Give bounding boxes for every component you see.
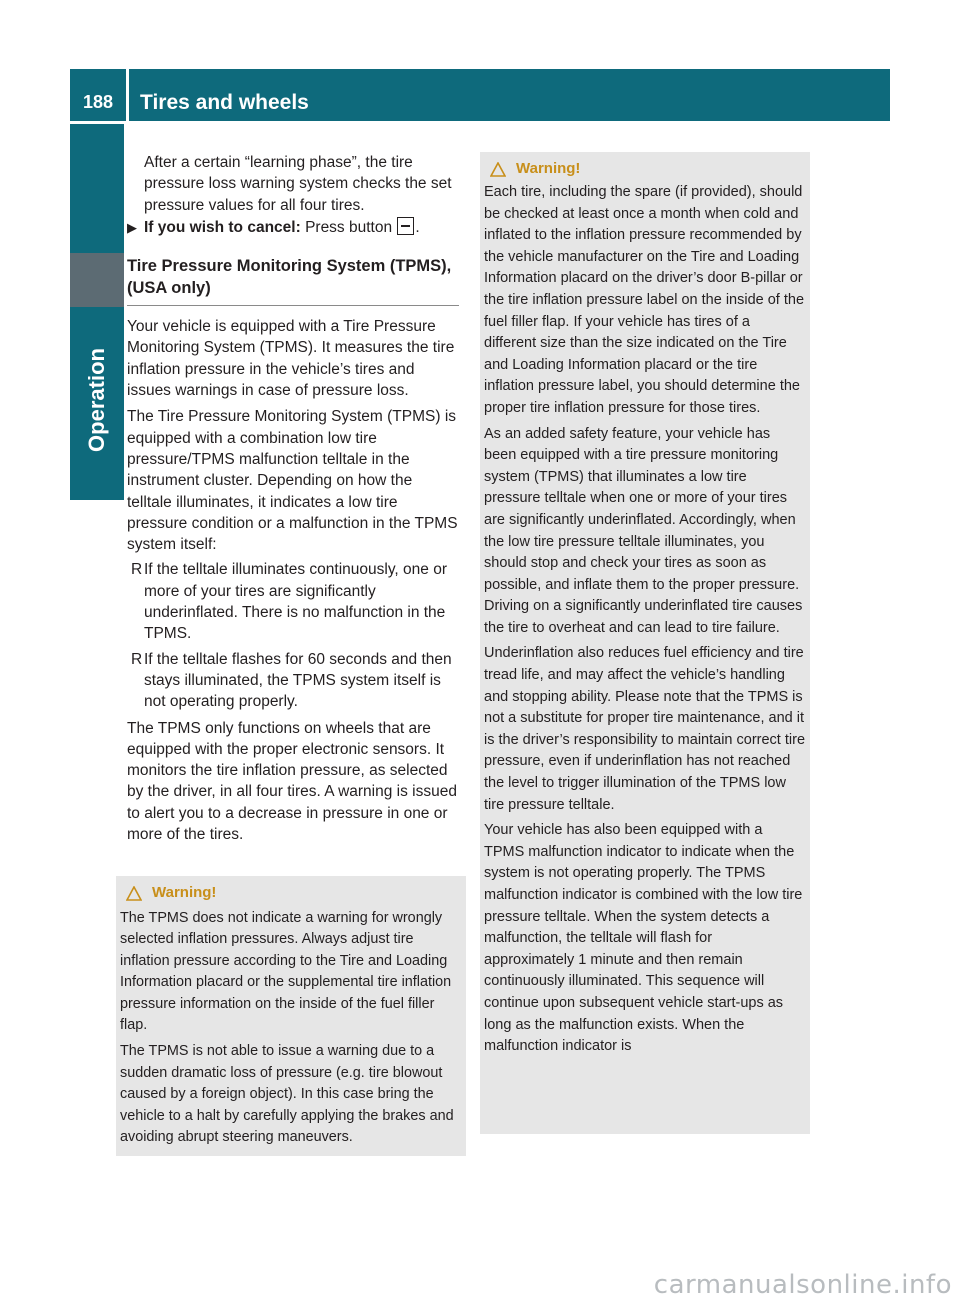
warning-box bbox=[480, 152, 810, 1134]
cancel-label: If you wish to cancel: bbox=[144, 218, 301, 236]
warning-icon bbox=[126, 886, 142, 901]
header-divider bbox=[126, 69, 129, 121]
list-item-text: If the telltale flashes for 60 seconds and then stays illuminated, the TPMS system itself is not operating properly. bbox=[144, 650, 452, 711]
list-item bbox=[127, 649, 459, 713]
warning-text: Each tire, including the spare (if provided), should be checked at least once a month when cold and inflated to the inflation pressure recommended by the vehicle manufacturer on the Tire and Loading Information placard on the driver’s door B-pillar or the tire inflation pressure label on the inside of the fuel filler flap. If your vehicle has tires of a different size than the size indicated on the Tire and Loading Information placard or the tire inflation pressure label, you should determine the proper tire inflation pressure for those tires. bbox=[484, 184, 805, 416]
side-tab-label: Operation bbox=[84, 348, 109, 452]
warning-title: Warning! bbox=[152, 884, 217, 902]
cancel-end: . bbox=[415, 218, 420, 236]
page-number: 188 bbox=[82, 92, 114, 112]
left-column bbox=[127, 152, 459, 845]
arrow-icon: ▶ bbox=[127, 219, 137, 235]
bullet-icon: R bbox=[131, 650, 143, 668]
warning-heading bbox=[126, 882, 462, 904]
warning-text: The TPMS is not able to issue a warning due to a sudden dramatic loss of pressure (e.g. tire blowout caused by a foreign object). In this case bring the vehicle to a halt by carefully applying the brakes and avoiding abrupt steering maneuvers. bbox=[120, 1043, 454, 1146]
cancel-instruction bbox=[127, 217, 459, 238]
section-heading: Tire Pressure Monitoring System (TPMS), (USA only) bbox=[127, 255, 459, 306]
list-item-text: If the telltale illuminates continuously, one or more of your tires are significantly underinflated. There is no malfunction in the TPMS. bbox=[144, 561, 447, 643]
side-tab-label-wrap bbox=[77, 305, 117, 495]
paragraph: Your vehicle is equipped with a Tire Pressure Monitoring System (TPMS). It measures the tire inflation pressure in the vehicle’s tires and issues warnings in case of pressure loss. bbox=[127, 318, 455, 400]
bullet-icon: R bbox=[131, 561, 143, 579]
paragraph: The Tire Pressure Monitoring System (TPMS) is equipped with a combination low tire pressure/TPMS malfunction telltale in the instrument cluster. Depending on how the telltale illuminates, it indicates a low tire pressure condition or a malfunction in the TPMS system itself: bbox=[127, 408, 458, 554]
page-title: Tires and wheels bbox=[140, 91, 309, 114]
paragraph: The TPMS only functions on wheels that are equipped with the proper electronic sensors. It monitors the tire inflation pressure, as selected by the driver, in all four tires. A warning is issued to alert you to a decrease in pressure in one or more of the tires. bbox=[127, 719, 457, 844]
intro-text: After a certain “learning phase”, the tire pressure loss warning system checks the set pressure values for all four tires. bbox=[144, 154, 452, 214]
warning-icon bbox=[490, 162, 506, 177]
side-tab-marker bbox=[70, 253, 124, 307]
warning-body bbox=[484, 182, 806, 1058]
warning-title: Warning! bbox=[516, 160, 581, 178]
list-item bbox=[127, 559, 459, 644]
warning-heading bbox=[490, 158, 806, 180]
minus-button-icon bbox=[397, 217, 414, 235]
warning-text: As an added safety feature, your vehicle has been equipped with a tire pressure monitoring system (TPMS) that illuminates a low tire pressure telltale when one or more of your tires are significantly underinflated. Accordingly, when the low tire pressure telltale illuminates, you should stop and check your tires as soon as possible, and inflate them to the proper pressure. Driving on a significantly underinflated tire causes the tire to overheat and can lead to tire failure. bbox=[484, 425, 803, 636]
site-watermark: carmanualsonline.info bbox=[653, 1270, 952, 1300]
cancel-text: Press button bbox=[305, 218, 393, 236]
warning-text: The TPMS does not indicate a warning for wrongly selected inflation pressures. Always adjust tire inflation pressure according to the Tire and Loading Information placard or the supplemental tire inflation pressure information on the inside of the fuel filler flap. bbox=[120, 910, 452, 1034]
warning-box bbox=[116, 876, 466, 1156]
warning-text: Underinflation also reduces fuel efficiency and tire tread life, and may affect the vehicle’s handling and stopping ability. Please note that the TPMS is not a substitute for proper tire maintenance, and it is the driver’s responsibility to maintain correct tire pressure, even if underinflation has not reached the level to trigger illumination of the TPMS low tire pressure telltale. bbox=[484, 645, 806, 813]
warning-text: Your vehicle has also been equipped with a TPMS malfunction indicator to indicate when the system is not operating properly. The TPMS malfunction indicator is combined with the low tire pressure telltale. When the system detects a malfunction, the telltale will flash for approximately 1 minute and then remain continuously illuminated. This sequence will continue upon subsequent vehicle start-ups as long as the malfunction exists. When the malfunction indicator is bbox=[484, 822, 803, 1055]
